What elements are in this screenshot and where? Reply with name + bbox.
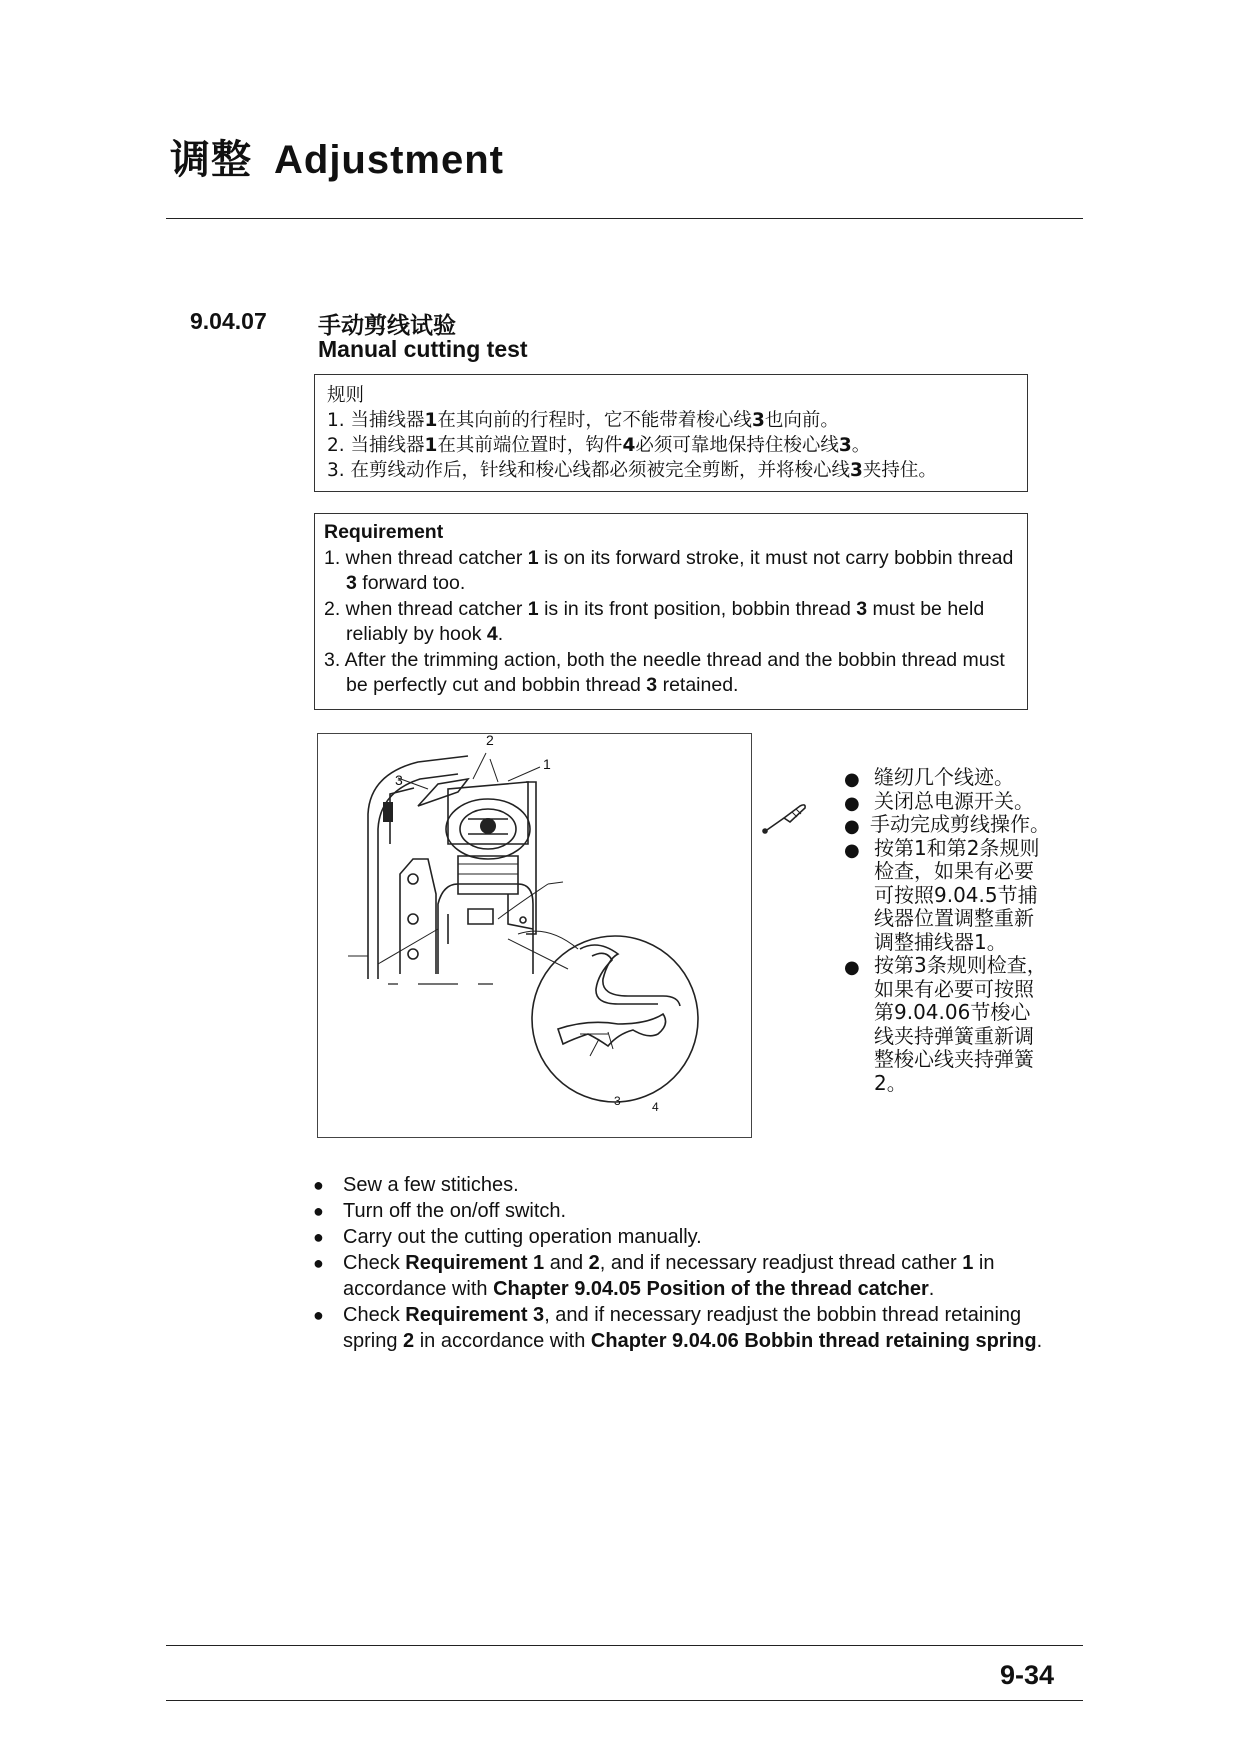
bullet-icon: ● [313,1305,324,1325]
bullet-icon: ● [313,1253,324,1273]
bullet-icon: ● [844,769,860,790]
requirement-item: 1. when thread catcher 1 is on its forward stroke, it must not carry bobbin thread 3 forward too. [324,546,1014,594]
list-item: ● Check Requirement 3, and if necessary readjust the bobbin thread retaining spring 2 in accordance with Chapter 9.04.06 Bobbin thread retaining spring. [313,1304,1043,1352]
figure-label: 3 [395,772,403,788]
rules-title-cn: 规则 [327,385,365,406]
section-title-en: Manual cutting test [318,336,528,362]
bullet-icon: ● [844,816,860,837]
bullet-icon: ● [313,1201,324,1221]
rule-item-cn: 3. 在剪线动作后，针线和梭心线都必须被完全剪断，并将梭心线3夹持住。 [327,460,937,481]
page-heading-cn: 调整 [170,137,252,183]
figure-label: 3 [614,1094,621,1108]
rule-item-cn: 2. 当捕线器1在其前端位置时，钩件4必须可靠地保持住梭心线3。 [327,435,871,456]
header-divider [166,218,1083,219]
bullet-icon: ● [844,792,860,814]
machine-drawing [318,734,750,1136]
footer-divider-top [166,1645,1083,1646]
bullet-icon: ● [844,839,860,861]
list-item: ● 手动完成剪线操作。 [844,812,1050,837]
bullet-icon: ● [313,1227,324,1247]
page-heading [170,128,504,185]
rules-box-cn [314,374,1028,492]
technical-figure [317,733,752,1138]
figure-label: 4 [652,1100,659,1114]
list-item: ● 缝纫几个线迹。 [844,765,1014,790]
footer-divider-bottom [166,1700,1083,1701]
steps-list-en [313,1172,1053,1354]
requirement-item: 3. After the trimming action, both the needle thread and the bobbin thread must be perfectly cut and bobbin thread 3 retained. [324,648,1005,696]
page-heading-en: Adjustment [274,138,504,182]
requirement-item: 2. when thread catcher 1 is in its front position, bobbin thread 3 must be held reliably by hook 4. [324,597,985,645]
rule-item-cn: 1. 当捕线器1在其向前的行程时，它不能带着梭心线3也向前。 [327,410,839,431]
list-item: ● Turn off the on/off switch. [313,1200,567,1222]
list-item: ● Carry out the cutting operation manually. [313,1226,702,1248]
page-number: 9-34 [1000,1660,1055,1690]
list-item: ● Check Requirement 1 and 2, and if necessary readjust thread cather 1 in accordance with Chapter 9.04.05 Position of the thread catcher. [313,1252,995,1300]
requirement-box-en [314,513,1028,710]
list-item: ● 关闭总电源开关。 [844,788,1034,814]
bullet-icon: ● [313,1175,324,1195]
section-number: 9.04.07 [190,308,267,334]
list-item: ● 按第3条规则检查，如果有必要可按照第9.04.06节梭心线夹持弹簧重新调整梭心线夹持弹簧2。 [844,953,1047,1095]
screwdriver-icon [760,798,810,836]
steps-list-cn [844,766,1084,1095]
bullet-icon: ● [844,957,860,978]
figure-label: 2 [486,732,494,748]
requirement-title: Requirement [324,521,444,543]
list-item: ● 按第1和第2条规则检查，如果有必要可按照9.04.5节捕线器位置调整重新调整捕线器1。 [844,835,1040,954]
section-title-cn: 手动剪线试验 [318,313,456,339]
list-item: ● Sew a few stitiches. [313,1174,519,1196]
figure-label: 1 [543,756,551,772]
